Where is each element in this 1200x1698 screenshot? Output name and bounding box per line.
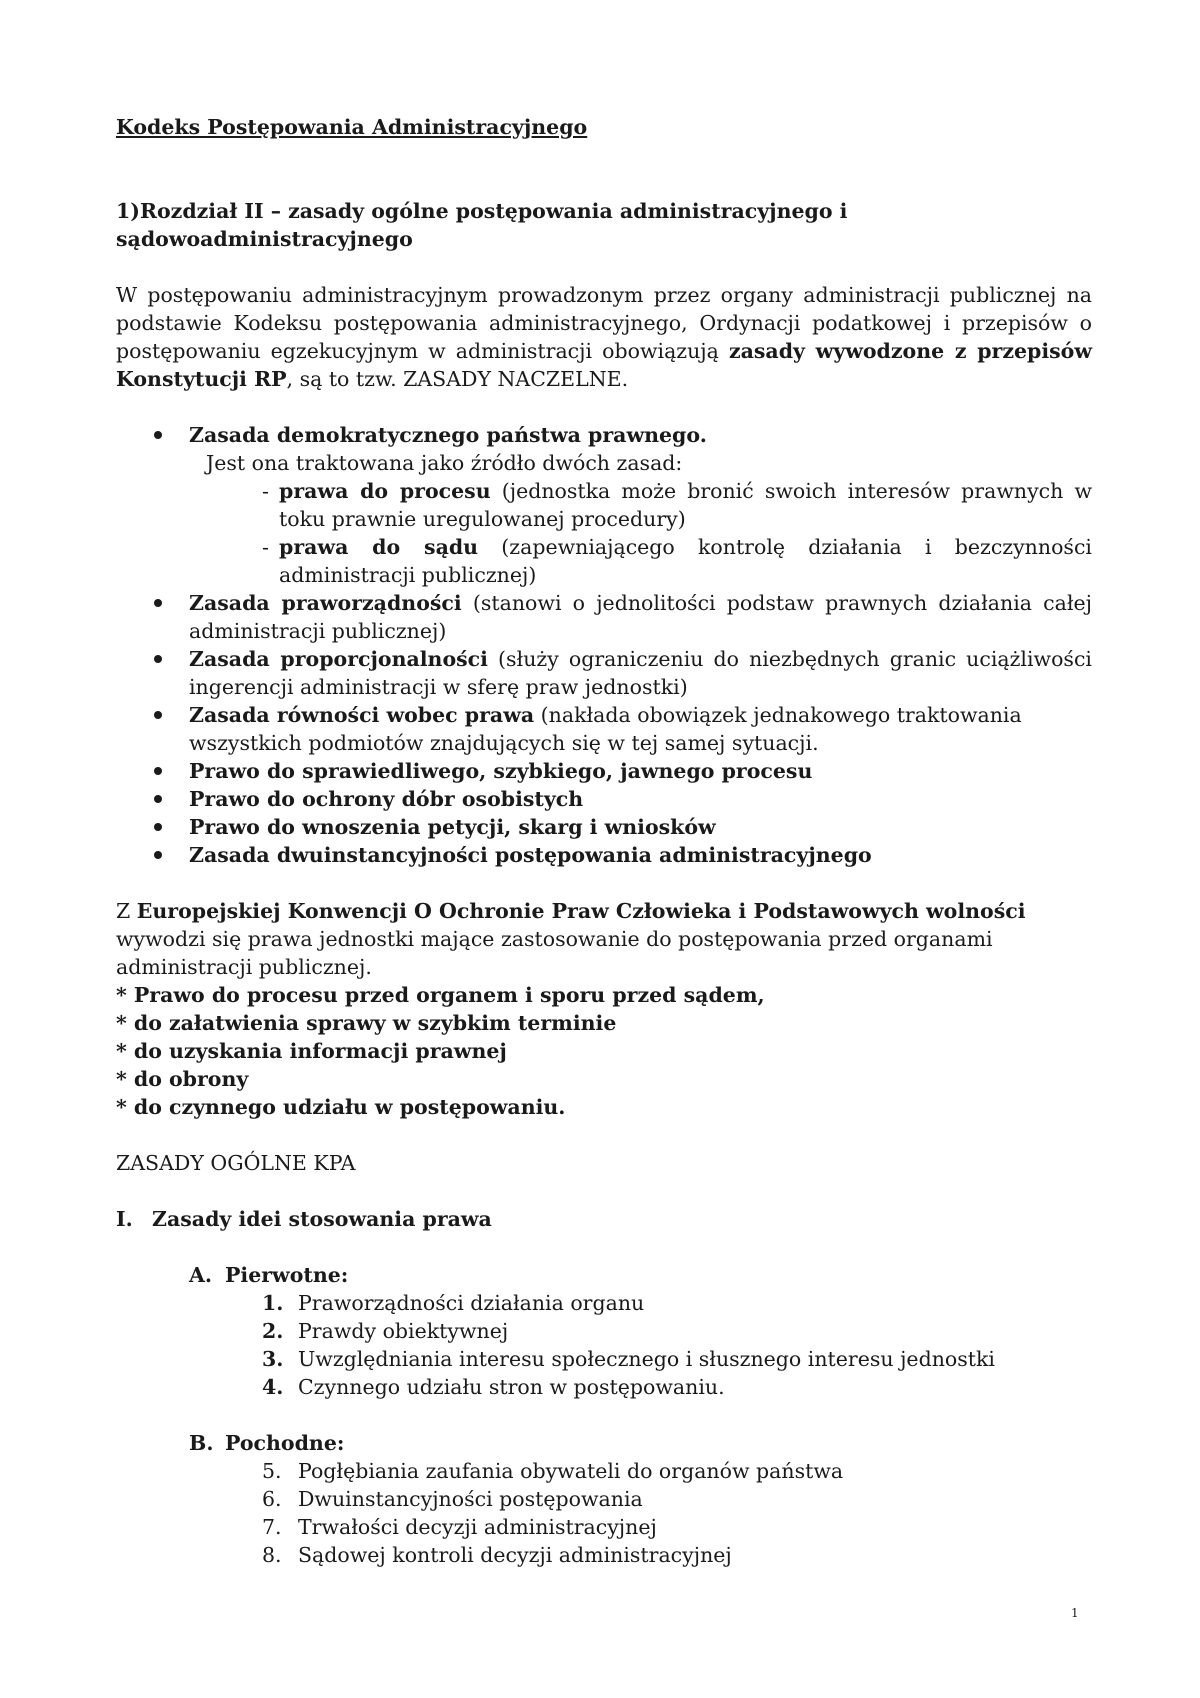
- list-item: [116, 701, 1092, 757]
- list-item-bold: Prawo do sprawiedliwego, szybkiego, jawnego procesu: [189, 759, 813, 783]
- list-item-bold: Zasada dwuinstancyjności postępowania administracyjnego: [189, 843, 872, 867]
- intro-text: W postępowaniu administracyjnym prowadzonym przez organy administracji publicznej na podstawie Kodeksu postępowania administracyjnego, Ordynacji podatkowej i przepisów o postępowaniu egzekucyjnym w administracji obowiązują: [116, 283, 1092, 363]
- intro-bold: zasady wywodzone z przepisów Konstytucji RP: [116, 339, 1092, 391]
- dash-marker: -: [262, 479, 269, 503]
- list-item: [116, 1345, 1092, 1373]
- sub-item-text: (jednostka może bronić swoich interesów prawnych w toku prawnie uregulowanej procedury): [279, 479, 1092, 531]
- group-a-heading: [116, 1261, 1092, 1289]
- list-item-text: (służy ograniczeniu do niezbędnych granic uciążliwości ingerencji administracji w sferę praw jednostki): [189, 647, 1092, 699]
- echr-bold: Europejskiej Konwencji O Ochronie Praw Człowieka i Podstawowych wolności: [136, 899, 1026, 923]
- page-number: 1: [1071, 1606, 1079, 1620]
- item-text: Czynnego udziału stron w postępowaniu.: [298, 1375, 725, 1399]
- sub-item-bold: prawa do procesu: [279, 479, 491, 503]
- group-letter: B.: [189, 1431, 214, 1455]
- rights-list: [116, 981, 1092, 1121]
- list-item: [116, 1289, 1092, 1317]
- rights-item: * do obrony: [116, 1067, 249, 1091]
- echr-paragraph: [116, 897, 1092, 981]
- intro-tail: , są to tzw. ZASADY NACZELNE.: [286, 367, 629, 391]
- group-letter: A.: [189, 1263, 213, 1287]
- rights-item: * Prawo do procesu przed organem i sporu przed sądem,: [116, 983, 765, 1007]
- general-heading: ZASADY OGÓLNE KPA: [116, 1151, 356, 1175]
- echr-z: Z: [116, 899, 137, 923]
- chapter-heading: 1)Rozdział II – zasady ogólne postępowania administracyjnego i sądowoadministracyjnego: [116, 199, 848, 251]
- list-item: [116, 1513, 1092, 1541]
- list-item: [116, 645, 1092, 701]
- list-item: [116, 1541, 1092, 1569]
- list-item: [116, 757, 1092, 785]
- list-item-bold: Zasada proporcjonalności: [189, 647, 488, 671]
- item-number: 1.: [262, 1291, 284, 1315]
- list-item-bold: Zasada równości wobec prawa: [189, 703, 535, 727]
- list-item-bold: Prawo do ochrony dóbr osobistych: [189, 787, 584, 811]
- list-item-text: (stanowi o jednolitości podstaw prawnych działania całej administracji publicznej): [189, 591, 1093, 643]
- rights-item: * do czynnego udziału w postępowaniu.: [116, 1095, 566, 1119]
- item-number: 3.: [262, 1347, 284, 1371]
- sub-item-text: (zapewniającego kontrolę działania i bezczynności administracji publicznej): [279, 535, 1092, 587]
- dash-marker: -: [262, 535, 269, 559]
- section-heading: [116, 1205, 1092, 1233]
- intro-paragraph: [116, 281, 1092, 393]
- list-item: [116, 1457, 1092, 1485]
- list-item-bold: Zasada praworządności: [189, 591, 462, 615]
- item-number: 8.: [262, 1543, 282, 1567]
- doc-title: Kodeks Postępowania Administracyjnego: [116, 115, 588, 139]
- list-item-bold: Prawo do wnoszenia petycji, skarg i wniosków: [189, 815, 716, 839]
- item-number: 6.: [262, 1487, 282, 1511]
- item-text: Dwuinstancyjności postępowania: [298, 1487, 643, 1511]
- page-content: [116, 113, 1092, 1569]
- list-item: [116, 589, 1092, 645]
- sub-item-bold: prawa do sądu: [279, 535, 479, 559]
- list-item: [116, 785, 1092, 813]
- rights-item: * do załatwienia sprawy w szybkim terminie: [116, 1011, 617, 1035]
- item-text: Prawdy obiektywnej: [298, 1319, 509, 1343]
- item-number: 5.: [262, 1459, 282, 1483]
- item-text: Trwałości decyzji administracyjnej: [298, 1515, 657, 1539]
- democratic-note: Jest ona traktowana jako źródło dwóch zasad:: [206, 451, 683, 475]
- item-number: 2.: [262, 1319, 284, 1343]
- list-item: [116, 813, 1092, 841]
- list-item-democratic: Zasada demokratycznego państwa prawnego.: [116, 421, 1092, 449]
- group-b-heading: [116, 1429, 1092, 1457]
- group-title: Pierwotne:: [225, 1263, 349, 1287]
- sub-item-process: [116, 477, 1092, 533]
- list-item: [116, 1317, 1092, 1345]
- list-item-text: (nakłada obowiązek jednakowego traktowania wszystkich podmiotów znajdujących się w tej samej sytuacji.: [189, 703, 1022, 755]
- item-text: Pogłębiania zaufania obywateli do organów państwa: [298, 1459, 844, 1483]
- item-number: 7.: [262, 1515, 282, 1539]
- section-number: I.: [116, 1207, 133, 1231]
- rights-item: * do uzyskania informacji prawnej: [116, 1039, 507, 1063]
- echr-text: wywodzi się prawa jednostki mające zastosowanie do postępowania przed organami administracji publicznej.: [116, 927, 993, 979]
- group-title: Pochodne:: [225, 1431, 345, 1455]
- list-item: [116, 1373, 1092, 1401]
- list-item: [116, 841, 1092, 869]
- item-number: 4.: [262, 1375, 284, 1399]
- item-text: Praworządności działania organu: [298, 1291, 645, 1315]
- list-item: [116, 1485, 1092, 1513]
- item-text: Sądowej kontroli decyzji administracyjnej: [298, 1543, 732, 1567]
- principles-list: [116, 421, 1092, 869]
- sub-item-court: [116, 533, 1092, 589]
- item-text: Uwzględniania interesu społecznego i słusznego interesu jednostki: [298, 1347, 995, 1371]
- section-title: Zasady idei stosowania prawa: [152, 1207, 492, 1231]
